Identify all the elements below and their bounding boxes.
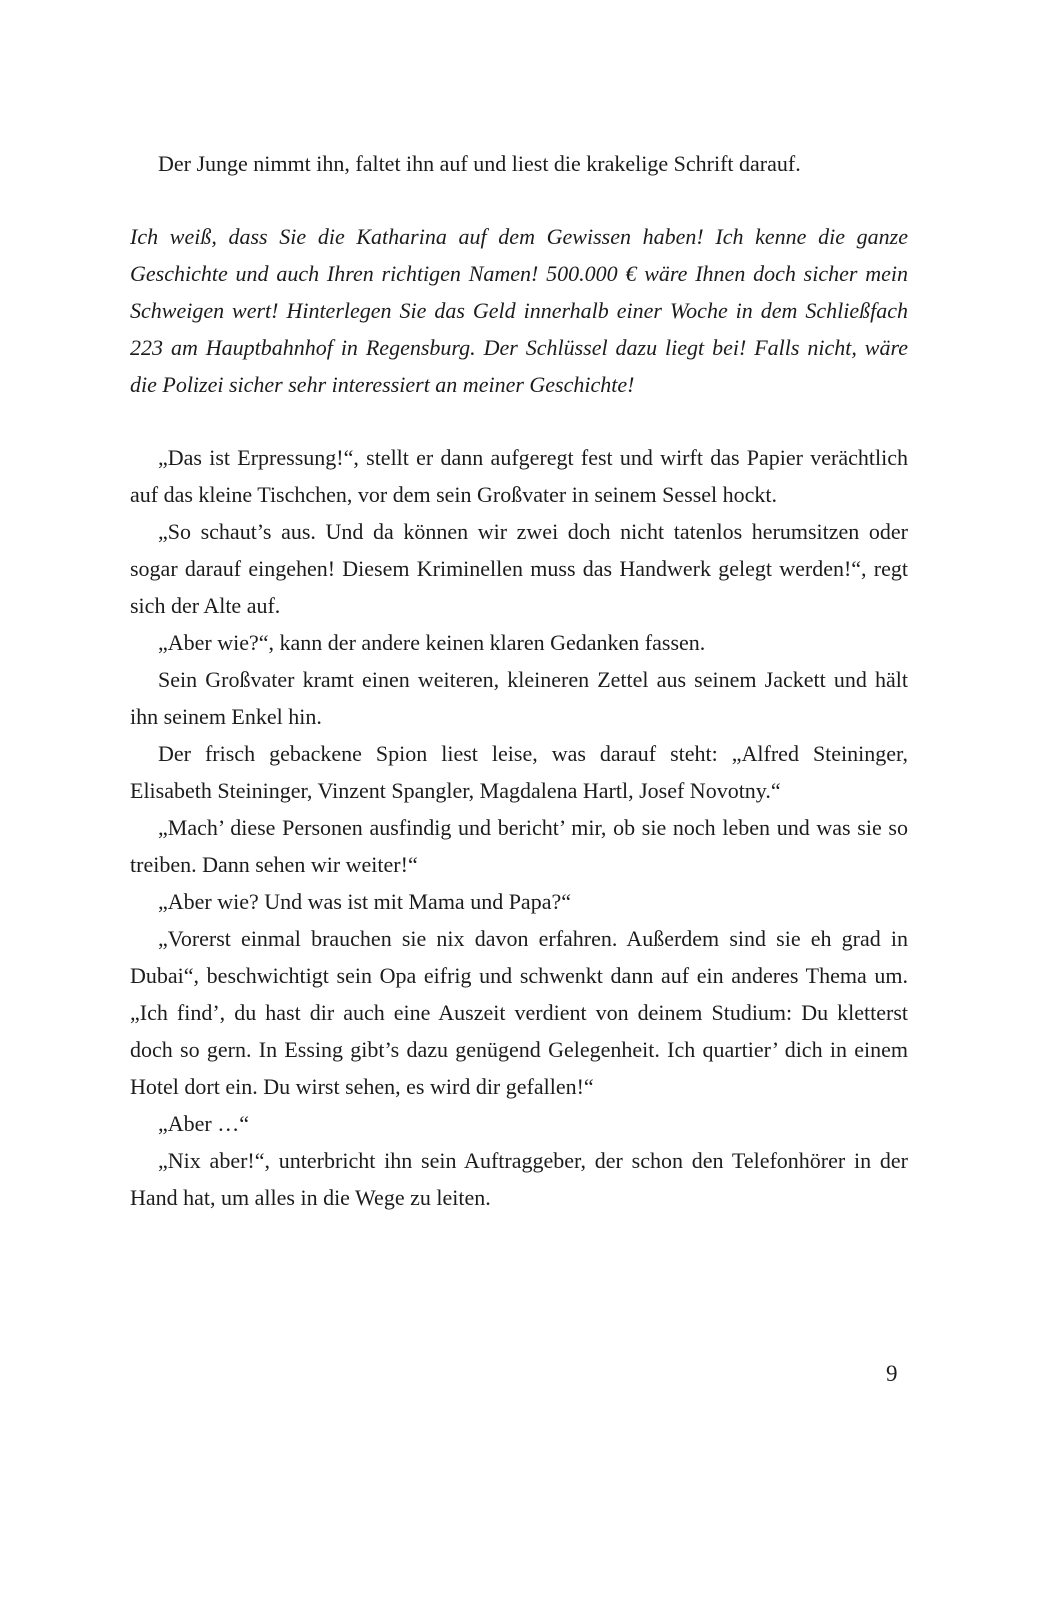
paragraph: „Mach’ diese Personen ausfindig und bericht’ mir, ob sie noch leben und was sie so treiben. Dann sehen wir weiter!“ — [130, 815, 908, 877]
paragraph: „Das ist Erpressung!“, stellt er dann aufgeregt fest und wirft das Papier verächtlich auf das kleine Tischchen, vor dem sein Großvater in seinem Sessel hockt. — [130, 445, 908, 507]
paragraph: „Nix aber!“, unterbricht ihn sein Auftraggeber, der schon den Telefonhörer in der Hand hat, um alles in die Wege zu leiten. — [130, 1148, 908, 1210]
paragraph: „Aber wie? Und was ist mit Mama und Papa?“ — [158, 889, 571, 914]
text-block — [130, 145, 908, 1216]
paragraph: „So schaut’s aus. Und da können wir zwei doch nicht tatenlos herumsitzen oder sogar darauf eingehen! Diesem Kriminellen muss das Handwerk gelegt werden!“, regt sich der Alte auf. — [130, 519, 908, 618]
paragraph: Der frisch gebackene Spion liest leise, was darauf steht: „Alfred Steininger, Elisabeth Steininger, Vinzent Spangler, Magdalena Hartl, Josef Novotny.“ — [130, 741, 908, 803]
paragraph: „Aber wie?“, kann der andere keinen klaren Gedanken fassen. — [158, 630, 706, 655]
paragraph: Sein Großvater kramt einen weiteren, kleineren Zettel aus seinem Jackett und hält ihn seinem Enkel hin. — [130, 667, 908, 729]
paragraph: „Aber …“ — [158, 1111, 250, 1136]
page-number: 9 — [886, 1361, 898, 1386]
paragraph: Der Junge nimmt ihn, faltet ihn auf und liest die krakelige Schrift darauf. — [158, 151, 801, 176]
blackmail-letter: Ich weiß, dass Sie die Katharina auf dem Gewissen haben! Ich kenne die ganze Geschichte und auch Ihren richtigen Namen! 500.000 € wäre Ihnen doch sicher mein Schweigen wert! Hinterlegen Sie das Geld innerhalb einer Woche in dem Schließfach 223 am Hauptbahnhof in Regensburg. Der Schlüssel dazu liegt bei! Falls nicht, wäre die Polizei sicher sehr interessiert an meiner Geschichte! — [130, 224, 908, 397]
paragraph: „Vorerst einmal brauchen sie nix davon erfahren. Außerdem sind sie eh grad in Dubai“, beschwichtigt sein Opa eifrig und schwenkt dann auf ein anderes Thema um. „Ich find’, du hast dir auch eine Auszeit verdient von deinem Studium: Du kletterst doch so gern. In Essing gibt’s dazu genügend Gelegenheit. Ich quartier’ dich in einem Hotel dort ein. Du wirst sehen, es wird dir gefallen!“ — [130, 926, 908, 1099]
